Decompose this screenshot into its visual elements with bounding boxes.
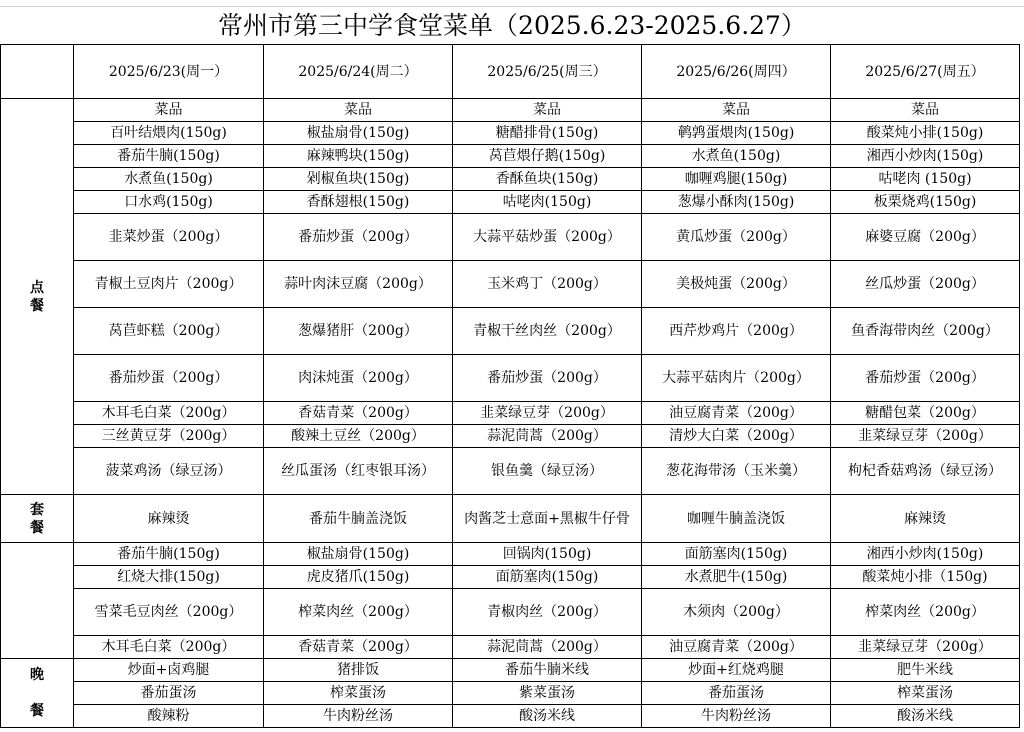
table-row: [1, 682, 1020, 705]
dish-cell: 番茄牛腩(150g): [74, 145, 264, 168]
section-label-diancan: 点 餐: [1, 99, 74, 495]
dish-cell: 百叶结煨肉(150g): [74, 122, 264, 145]
table-row: [1, 448, 1020, 495]
dish-cell: 木耳毛白菜（200g）: [74, 402, 264, 425]
dish-cell: 湘西小炒肉(150g): [831, 543, 1020, 566]
day-header: 2025/6/24(周二）: [264, 45, 453, 99]
dish-cell: 糖醋包菜（200g）: [831, 402, 1020, 425]
dish-cell: 番茄炒蛋（200g）: [264, 214, 453, 261]
dish-cell: 椒盐扇骨(150g): [264, 543, 453, 566]
dish-cell: 鱼香海带肉丝（200g）: [831, 308, 1020, 355]
dish-cell: 酸辣粉: [74, 705, 264, 728]
table-row: [1, 355, 1020, 402]
dish-cell: 麻辣鸭块(150g): [264, 145, 453, 168]
top-border-line: [0, 0, 1024, 7]
dish-cell: 糖醋排骨(150g): [453, 122, 642, 145]
dish-cell: 酸汤米线: [831, 705, 1020, 728]
dish-cell: 木须肉（200g）: [642, 589, 831, 636]
dish-cell: 虎皮猪爪(150g): [264, 566, 453, 589]
dish-cell: 蒜叶肉沫豆腐（200g）: [264, 261, 453, 308]
dish-cell: 麻辣烫: [831, 495, 1020, 543]
dish-cell: 香菇青菜（200g）: [264, 636, 453, 659]
dish-cell: 口水鸡(150g): [74, 191, 264, 214]
dish-cell: 菜品: [264, 99, 453, 122]
table-row: [1, 308, 1020, 355]
table-row: [1, 659, 1020, 682]
dish-cell: 银鱼羹（绿豆汤）: [453, 448, 642, 495]
dish-cell: 肉酱芝士意面+黑椒牛仔骨: [453, 495, 642, 543]
dish-cell: 紫菜蛋汤: [453, 682, 642, 705]
dish-cell: 玉米鸡丁（200g）: [453, 261, 642, 308]
dish-cell: 番茄蛋汤: [74, 682, 264, 705]
dish-cell: 番茄炒蛋（200g）: [453, 355, 642, 402]
dish-cell: 咖喱牛腩盖浇饭: [642, 495, 831, 543]
dish-cell: 番茄牛腩盖浇饭: [264, 495, 453, 543]
dish-cell: 雪菜毛豆肉丝（200g）: [74, 589, 264, 636]
dish-cell: 韭菜绿豆芽（200g）: [453, 402, 642, 425]
dish-cell: 肉沫炖蛋（200g）: [264, 355, 453, 402]
dish-cell: 番茄牛腩米线: [453, 659, 642, 682]
dish-cell: 水煮肥牛(150g): [642, 566, 831, 589]
dish-cell: 咕咾肉(150g): [453, 191, 642, 214]
dish-cell: 猪排饭: [264, 659, 453, 682]
dish-cell: 麻婆豆腐（200g）: [831, 214, 1020, 261]
dish-cell: 莴苣煨仔鹅(150g): [453, 145, 642, 168]
dish-cell: 蒜泥茼蒿（200g）: [453, 636, 642, 659]
dish-cell: 葱爆猪肝（200g）: [264, 308, 453, 355]
table-row: [1, 168, 1020, 191]
dish-cell: 肥牛米线: [831, 659, 1020, 682]
table-row: [1, 402, 1020, 425]
dish-cell: 莴苣虾糕（200g）: [74, 308, 264, 355]
dish-cell: 西芹炒鸡片（200g）: [642, 308, 831, 355]
dish-cell: 牛肉粉丝汤: [642, 705, 831, 728]
dish-cell: 黄瓜炒蛋（200g）: [642, 214, 831, 261]
dish-cell: 酸辣土豆丝（200g）: [264, 425, 453, 448]
dish-cell: 丝瓜炒蛋（200g）: [831, 261, 1020, 308]
dish-cell: 香酥鱼块(150g): [453, 168, 642, 191]
day-header: 2025/6/25(周三）: [453, 45, 642, 99]
dish-cell: 葱花海带汤（玉米羹）: [642, 448, 831, 495]
dish-cell: 榨菜肉丝（200g）: [831, 589, 1020, 636]
dish-cell: 椒盐扇骨(150g): [264, 122, 453, 145]
dish-cell: 牛肉粉丝汤: [264, 705, 453, 728]
page-title: 常州市第三中学食堂菜单（2025.6.23-2025.6.27）: [218, 11, 806, 40]
header-row: [1, 45, 1020, 99]
table-row: [1, 99, 1020, 122]
table-row: [1, 495, 1020, 543]
table-row: [1, 122, 1020, 145]
corner-cell: [1, 45, 74, 99]
table-row: [1, 214, 1020, 261]
table-row: [1, 261, 1020, 308]
dish-cell: 回锅肉(150g): [453, 543, 642, 566]
dish-cell: 菜品: [74, 99, 264, 122]
table-row: [1, 425, 1020, 448]
dish-cell: 红烧大排(150g): [74, 566, 264, 589]
dish-cell: 湘西小炒肉(150g): [831, 145, 1020, 168]
dish-cell: 香酥翅根(150g): [264, 191, 453, 214]
dish-cell: 木耳毛白菜（200g）: [74, 636, 264, 659]
dish-cell: 番茄蛋汤: [642, 682, 831, 705]
dish-cell: 油豆腐青菜（200g）: [642, 402, 831, 425]
dish-cell: 榨菜肉丝（200g）: [264, 589, 453, 636]
dish-cell: 酸菜炖小排（150g): [831, 566, 1020, 589]
dish-cell: 青椒肉丝（200g）: [453, 589, 642, 636]
section-label-empty: [1, 543, 74, 659]
dish-cell: 菜品: [831, 99, 1020, 122]
table-row: [1, 705, 1020, 728]
dish-cell: 咕咾肉 (150g): [831, 168, 1020, 191]
dish-cell: 清炒大白菜（200g）: [642, 425, 831, 448]
dish-cell: 鹌鹑蛋煨肉(150g): [642, 122, 831, 145]
dish-cell: 水煮鱼(150g): [642, 145, 831, 168]
dish-cell: 番茄牛腩(150g): [74, 543, 264, 566]
dish-cell: 炒面+红烧鸡腿: [642, 659, 831, 682]
table-row: [1, 145, 1020, 168]
dish-cell: 青椒干丝肉丝（200g）: [453, 308, 642, 355]
menu-table: [0, 44, 1020, 728]
dish-cell: 番茄炒蛋（200g）: [831, 355, 1020, 402]
dish-cell: 榨菜蛋汤: [831, 682, 1020, 705]
dish-cell: 青椒土豆肉片（200g）: [74, 261, 264, 308]
table-row: [1, 191, 1020, 214]
section-label-wancan: 晚 餐: [1, 659, 74, 728]
dish-cell: 香菇青菜（200g）: [264, 402, 453, 425]
dish-cell: 板栗烧鸡(150g): [831, 191, 1020, 214]
dish-cell: 榨菜蛋汤: [264, 682, 453, 705]
dish-cell: 葱爆小酥肉(150g): [642, 191, 831, 214]
dish-cell: 菜品: [453, 99, 642, 122]
day-header: 2025/6/23(周一）: [74, 45, 264, 99]
dish-cell: 大蒜平菇炒蛋（200g）: [453, 214, 642, 261]
dish-cell: 韭菜炒蛋（200g）: [74, 214, 264, 261]
dish-cell: 番茄炒蛋（200g）: [74, 355, 264, 402]
dish-cell: 水煮鱼(150g): [74, 168, 264, 191]
section-label-taocan: 套 餐: [1, 495, 74, 543]
dish-cell: 菠菜鸡汤（绿豆汤）: [74, 448, 264, 495]
dish-cell: 剁椒鱼块(150g): [264, 168, 453, 191]
dish-cell: 酸汤米线: [453, 705, 642, 728]
dish-cell: 炒面+卤鸡腿: [74, 659, 264, 682]
table-row: [1, 636, 1020, 659]
dish-cell: 菜品: [642, 99, 831, 122]
dish-cell: 酸菜炖小排(150g): [831, 122, 1020, 145]
dish-cell: 韭菜绿豆芽（200g）: [831, 636, 1020, 659]
dish-cell: 丝瓜蛋汤（红枣银耳汤）: [264, 448, 453, 495]
day-header: 2025/6/26(周四）: [642, 45, 831, 99]
dish-cell: 三丝黄豆芽（200g）: [74, 425, 264, 448]
table-row: [1, 589, 1020, 636]
table-row: [1, 566, 1020, 589]
dish-cell: 麻辣烫: [74, 495, 264, 543]
dish-cell: 面筋塞肉(150g): [642, 543, 831, 566]
dish-cell: 美极炖蛋（200g）: [642, 261, 831, 308]
dish-cell: 油豆腐青菜（200g）: [642, 636, 831, 659]
dish-cell: 蒜泥茼蒿（200g）: [453, 425, 642, 448]
dish-cell: 咖喱鸡腿(150g): [642, 168, 831, 191]
day-header: 2025/6/27(周五）: [831, 45, 1020, 99]
dish-cell: 面筋塞肉(150g): [453, 566, 642, 589]
dish-cell: 大蒜平菇肉片（200g）: [642, 355, 831, 402]
dish-cell: 韭菜绿豆芽（200g）: [831, 425, 1020, 448]
dish-cell: 枸杞香菇鸡汤（绿豆汤）: [831, 448, 1020, 495]
table-row: [1, 543, 1020, 566]
